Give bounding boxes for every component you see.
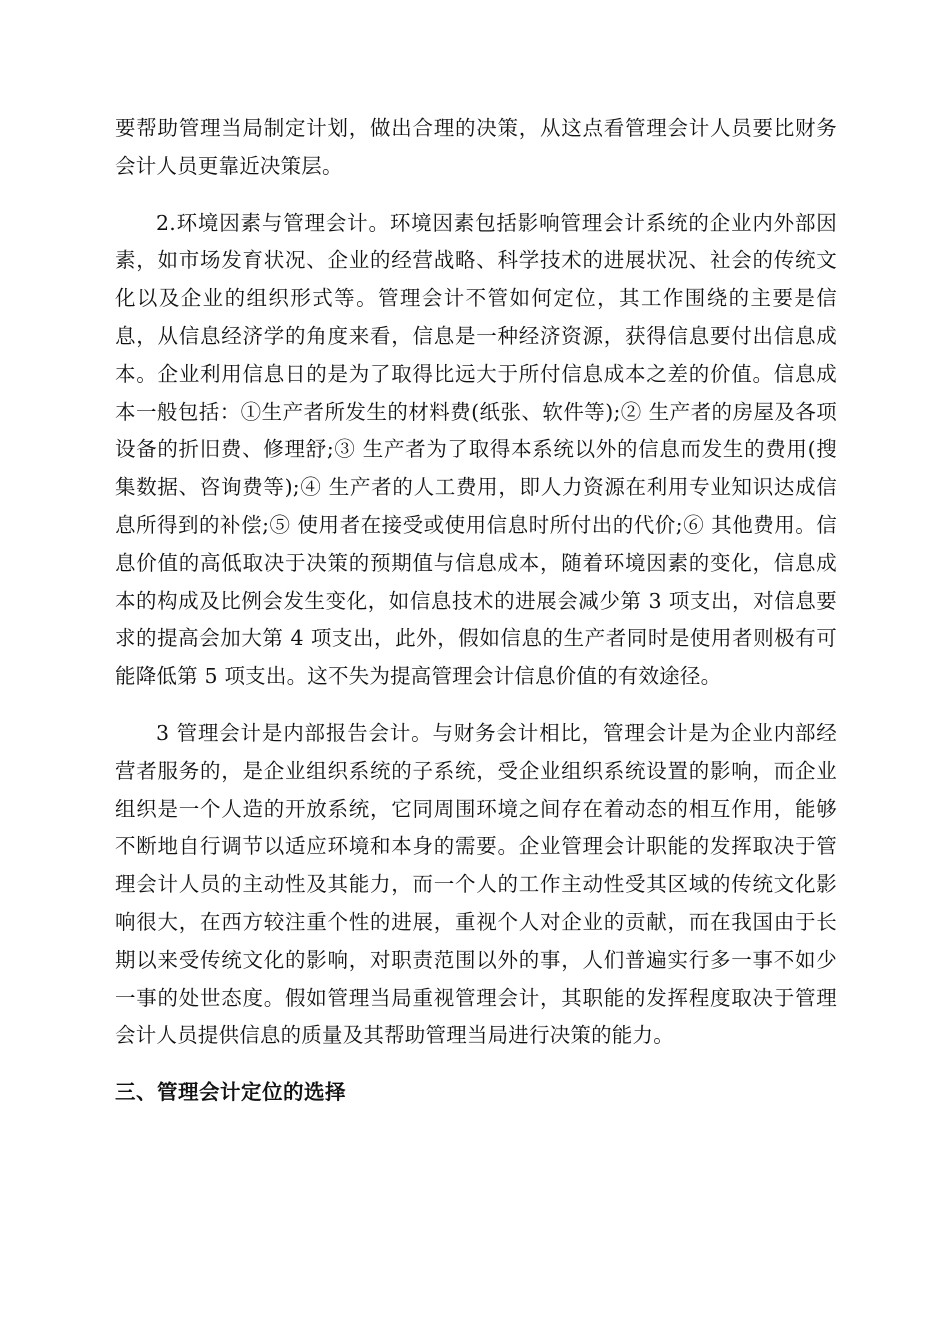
paragraph-gap (115, 696, 837, 715)
paragraph-internal-reporting: 3 管理会计是内部报告会计。与财务会计相比，管理会计是为企业内部经营者服务的，是企业组织系统的子系统，受企业组织系统设置的影响，而企业组织是一个人造的开放系统，它同周围环境之间存在着动态的相互作用，能够不断地自行调节以适应环境和本身的需要。企业管理会计职能的发挥取决于管理会计人员的主动性及其能力，而一个人的工作主动性受其区域的传统文化影响很大，在西方较注重个性的进展，重视个人对企业的贡献，而在我国由于长期以来受传统文化的影响，对职责范围以外的事，人们普遍实行多一事不如少一事的处世态度。假如管理当局重视管理会计，其职能的发挥程度取决于管理会计人员提供信息的质量及其帮助管理当局进行决策的能力。 (115, 720, 837, 1048)
paragraph-gap (115, 186, 837, 205)
paragraph-environment-factors: 2.环境因素与管理会计。环境因素包括影响管理会计系统的企业内外部因素，如市场发育状况、企业的经营战略、科学技术的进展状况、社会的传统文化以及企业的组织形式等。管理会计不管如何定位，其工作围绕的主要是信息，从信息经济学的角度来看，信息是一种经济资源，获得信息要付出信息成本。企业利用信息日的是为了取得比远大于所付信息成本之差的价值。信息成本一般包括：①生产者所发生的材料费(纸张、软件等);② 生产者的房屋及各项设备的折旧费、修理舒;③ 生产者为了取得本系统以外的信息而发生的费用(搜集数据、咨询费等);④ 生产者的人工费用，即人力资源在利用专业知识达成信息所得到的补偿;⑤ 使用者在接受或使用信息时所付出的代价;⑥ 其他费用。信息价值的高低取决于决策的预期值与信息成本，随着环境因素的变化，信息成本的构成及比例会发生变化，如信息技术的进展会减少第 3 项支出，对信息要求的提高会加大第 4 项支出，此外，假如信息的生产者同时是使用者则极有可能降低第 5 项支出。这不失为提高管理会计信息价值的有效途径。 (115, 210, 837, 689)
section-heading: 三、管理会计定位的选择 (115, 1080, 346, 1105)
document-page (115, 110, 837, 1112)
paragraph-gap (115, 1055, 837, 1074)
paragraph-continuation: 要帮助管理当局制定计划，做出合理的决策，从这点看管理会计人员要比财务会计人员更靠近决策层。 (115, 116, 837, 178)
